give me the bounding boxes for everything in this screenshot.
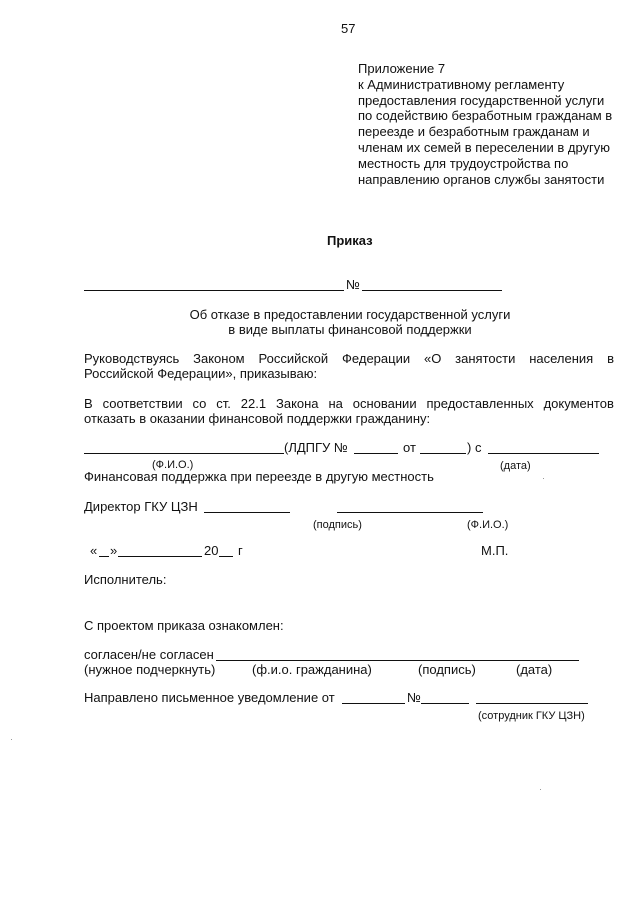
start-date-field[interactable] [488,453,599,454]
ldpgu-date-field[interactable] [420,453,466,454]
day-field[interactable] [99,556,109,557]
para2-word: В [84,396,93,411]
para2-word: 22.1 [240,396,267,411]
para2-word: соответствии [102,396,183,411]
appendix-line: местность для трудоустройства по [358,155,569,171]
year-field[interactable] [219,556,233,557]
para2-word: ст. [216,396,231,411]
para2-word: со [192,396,207,411]
appendix-line: к Административному регламенту [358,76,565,92]
employee-field[interactable] [476,703,588,704]
para1-word: в [607,351,614,366]
notification-number-field[interactable] [421,703,469,704]
subject-line: Об отказе в предоставлении государственной услуги [189,307,511,322]
employee-caption: (сотрудник ГКУ ЦЗН) [478,710,585,722]
para1-word: Федерации [342,351,411,366]
s-label: ) с [467,440,482,455]
year-prefix: 20 [204,543,219,558]
executor-label: Исполнитель: [84,572,167,587]
acquainted-label: С проектом приказа ознакомлен: [84,618,284,633]
para2-line1 [84,396,614,412]
month-field[interactable] [118,556,202,557]
scan-speck [540,789,541,790]
agreement-caption: (подпись) [418,662,476,677]
appendix-line: Приложение 7 [358,61,446,76]
appendix-block [358,61,612,187]
agreement-field[interactable] [216,660,579,661]
scan-speck [543,478,544,479]
number-sign: № [346,277,360,292]
date-caption: (дата) [500,460,531,472]
director-signature-field[interactable] [204,512,290,513]
para1-line2: Российской Федерации», приказываю: [84,366,318,381]
open-quote: « [90,543,98,558]
para1-word: населения [529,351,594,366]
appendix-line: членам их семей в переселении в другую [358,139,611,155]
support-type: Финансовая поддержка при переезде в другую местность [84,469,434,484]
para1-word: Руководствуясь [84,351,180,366]
para2-word: на [328,396,343,411]
document-title: Приказ [327,233,373,248]
appendix-line: направлению органов службы занятости [358,171,605,187]
para1-word: занятости [455,351,516,366]
director-fio-caption: (Ф.И.О.) [467,519,509,531]
agreement-caption: (дата) [516,662,553,677]
order-date-field[interactable] [84,290,344,291]
scan-speck [11,739,12,740]
para2-word: основании [352,396,417,411]
para2-word: предоставленных [426,396,534,411]
stamp-label: М.П. [481,543,509,558]
appendix-line: по содействию безработным гражданам в [358,108,613,124]
agreement-label: согласен/не согласен [84,647,214,662]
agreement-caption: (ф.и.о. гражданина) [252,662,372,677]
para1-word: Законом [193,351,245,366]
appendix-line: переезде и безработным гражданам и [358,124,590,140]
signature-caption: (подпись) [313,519,362,531]
ot-label: от [403,440,416,455]
notification-label: Направлено письменное уведомление от [84,690,335,705]
ldpgu-label: (ЛДПГУ № [284,440,348,455]
fio-caption: (Ф.И.О.) [152,459,194,471]
order-number-field[interactable] [362,290,502,291]
page-number: 57 [341,21,356,36]
order-subject [0,307,640,337]
citizen-fio-field[interactable] [84,453,284,454]
subject-line: в виде выплаты финансовой поддержки [228,322,472,337]
appendix-line: предоставления государственной услуги [358,92,605,108]
close-quote: » [110,543,118,558]
notification-number-sign: № [407,690,421,705]
para1-word: Российской [258,351,329,366]
para1-word: «О [423,351,442,366]
para1-line1 [84,351,614,367]
para2-word: документов [543,396,614,411]
para2-word: Закона [275,396,319,411]
ldpgu-number-field[interactable] [354,453,398,454]
para2-line2: отказать в оказании финансовой поддержки гражданину: [84,411,431,426]
director-label: Директор ГКУ ЦЗН [84,499,198,514]
year-suffix: г [238,543,243,558]
agreement-caption: (нужное подчеркнуть) [84,662,216,677]
notification-date-field[interactable] [342,703,405,704]
director-fio-field[interactable] [337,512,483,513]
